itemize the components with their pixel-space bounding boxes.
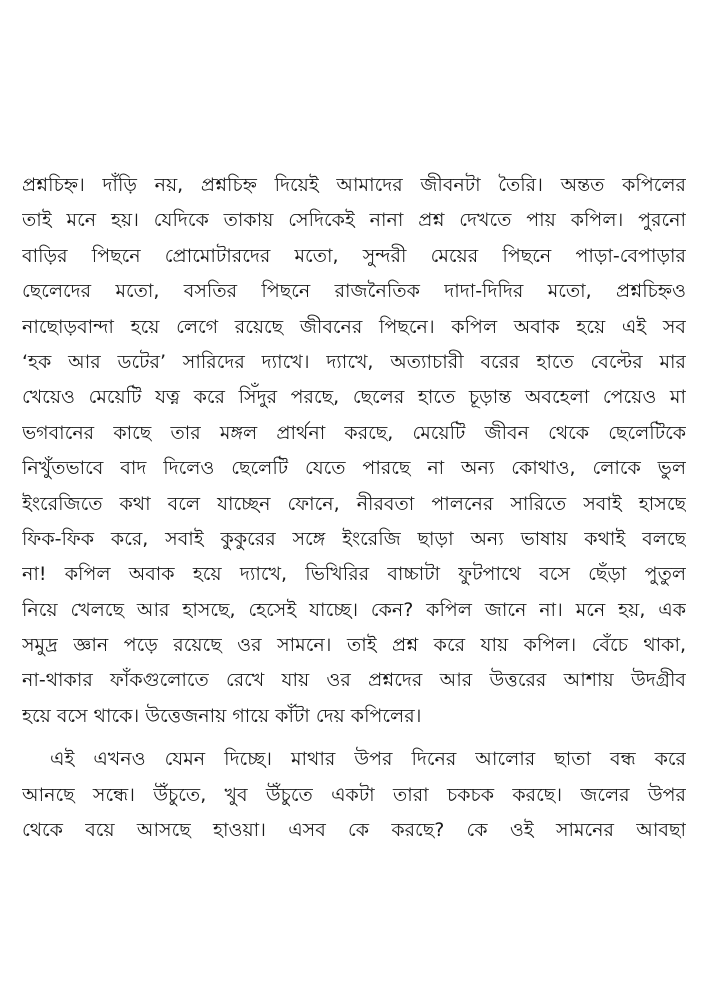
text-line: বাড়ির পিছনে প্রোমোটারদের মতো, সুন্দরী মেয়ের পিছনে পাড়া-বেপাড়ার [22, 244, 686, 267]
text-line: ভগবানের কাছে তার মঙ্গল প্রার্থনা করছে, মেয়েটি জীবন থেকে ছেলেটিকে [22, 421, 686, 444]
body-text [22, 168, 686, 848]
text-line: হয়ে বসে থাকে। উত্তেজনায় গায়ে কাঁটা দেয় কপিলের। [22, 704, 422, 727]
text-line: তাই মনে হয়। যেদিকে তাকায় সেদিকেই নানা প্রশ্ন দেখতে পায় কপিল। পুরনো [22, 209, 686, 232]
text-line: ইংরেজিতে কথা বলে যাচ্ছেন ফোনে, নীরবতা পালনের সারিতে সবাই হাসছে [22, 492, 686, 515]
paragraph-1 [22, 168, 686, 734]
paragraph-2 [22, 742, 686, 848]
text-line: নিয়ে খেলছে আর হাসছে, হেসেই যাচ্ছে। কেন? কপিল জানে না। মনে হয়, এক [22, 598, 686, 621]
text-line: এই এখনও যেমন দিচ্ছে। মাথার উপর দিনের আলোর ছাতা বন্ধ করে [50, 748, 686, 771]
text-line: আনছে সন্ধে। উঁচুতে, খুব উঁচুতে একটা তারা চকচক করছে। জলের উপর [22, 783, 686, 806]
text-line: না! কপিল অবাক হয়ে দ্যাখে, ভিখিরির বাচ্চাটা ফুটপাথে বসে ছেঁড়া পুতুল [22, 563, 686, 586]
text-line: ফিক-ফিক করে, সবাই কুকুরের সঙ্গে ইংরেজি ছাড়া অন্য ভাষায় কথাই বলছে [22, 527, 686, 550]
paragraph-gap [22, 734, 686, 742]
text-line: খেয়েও মেয়েটি যত্ন করে সিঁদুর পরছে, ছেলের হাতে চূড়ান্ত অবহেলা পেয়েও মা [22, 386, 686, 409]
text-line: প্রশ্নচিহ্ন। দাঁড়ি নয়, প্রশ্নচিহ্ন দিয়েই আমাদের জীবনটা তৈরি। অন্তত কপিলের [22, 174, 686, 196]
text-line: নিখুঁতভাবে বাদ দিলেও ছেলেটি যেতে পারছে না অন্য কোথাও, লোকে ভুল [22, 457, 686, 480]
text-line: নাছোড়বান্দা হয়ে লেগে রয়েছে জীবনের পিছনে। কপিল অবাক হয়ে এই সব [22, 315, 686, 338]
text-line: ‘হক আর ডটের’ সারিদের দ্যাখে। দ্যাখে, অত্যাচারী বরের হাতে বেল্টের মার [22, 350, 686, 373]
text-line: সমুদ্র জ্ঞান পড়ে রয়েছে ওর সামনে। তাই প্রশ্ন করে যায় কপিল। বেঁচে থাকা, [22, 634, 686, 657]
text-line: ছেলেদের মতো, বসতির পিছনে রাজনৈতিক দাদা-দিদির মতো, প্রশ্নচিহ্নও [22, 280, 686, 303]
text-line: না-থাকার ফাঁকগুলোতে রেখে যায় ওর প্রশ্নদের আর উত্তরের আশায় উদগ্রীব [22, 669, 686, 692]
text-line: থেকে বয়ে আসছে হাওয়া। এসব কে করছে? কে ওই সামনের আবছা [22, 819, 686, 842]
